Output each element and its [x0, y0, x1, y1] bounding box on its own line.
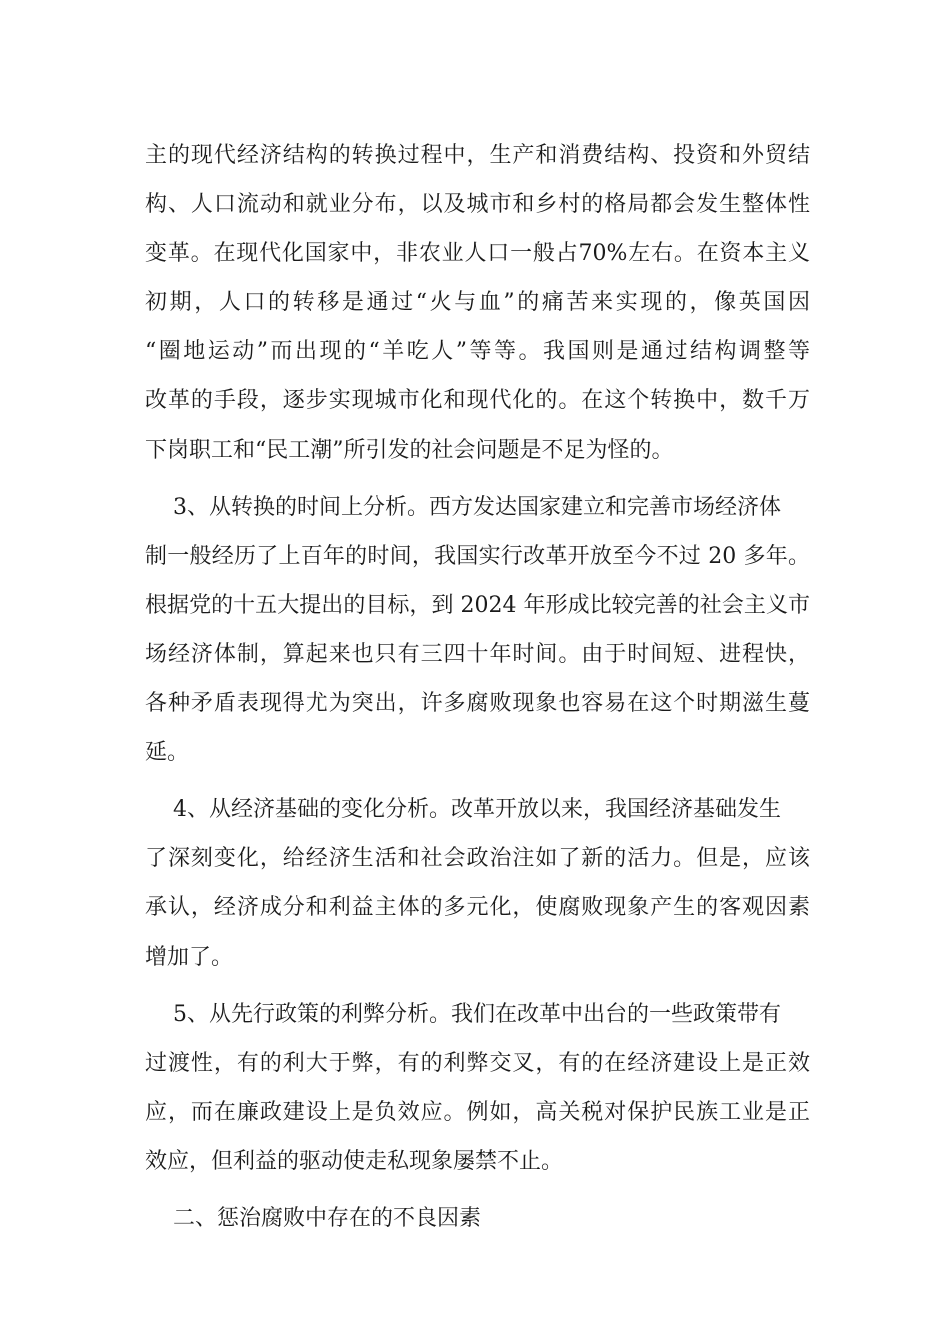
- text-line: 初期，人口的转移是通过“火与血”的痛苦来实现的，像英国因: [145, 290, 810, 316]
- paragraph-4: [145, 990, 810, 1186]
- text-line: 了深刻变化，给经济生活和社会政治注如了新的活力。但是，应该: [145, 846, 810, 872]
- text-line: 构、人口流动和就业分布，以及城市和乡村的格局都会发生整体性: [145, 192, 810, 218]
- text-line: 场经济体制，算起来也只有三四十年时间。由于时间短、进程快，: [145, 641, 810, 667]
- text-line: 效应，但利益的驱动使走私现象屡禁不止。: [145, 1148, 564, 1174]
- body-text: [145, 131, 810, 1243]
- paragraph-1: [145, 131, 810, 475]
- paragraph-3: [145, 785, 810, 981]
- text-line: 增加了。: [145, 944, 234, 970]
- text-line: 变革。在现代化国家中，非农业人口一般占70%左右。在资本主义: [145, 241, 810, 267]
- section-heading: [145, 1194, 810, 1243]
- heading-line: 二、惩治腐败中存在的不良因素: [145, 1205, 481, 1231]
- text-line: 改革的手段，逐步实现城市化和现代化的。在这个转换中，数千万: [145, 388, 810, 414]
- text-line: 3、从转换的时间上分析。西方发达国家建立和完善市场经济体: [145, 494, 781, 520]
- text-line: 4、从经济基础的变化分析。改革开放以来，我国经济基础发生: [145, 797, 781, 823]
- text-line: 应，而在廉政建设上是负效应。例如，高关税对保护民族工业是正: [145, 1099, 810, 1125]
- text-line: “圈地运动”而出现的“羊吃人”等等。我国则是通过结构调整等: [145, 339, 810, 365]
- text-line: 5、从先行政策的利弊分析。我们在改革中出台的一些政策带有: [145, 1001, 781, 1027]
- text-line: 根据党的十五大提出的目标，到 2024 年形成比较完善的社会主义市: [145, 592, 810, 618]
- text-line: 下岗职工和“民工潮”所引发的社会问题是不足为怪的。: [145, 437, 674, 463]
- text-line: 制一般经历了上百年的时间，我国实行改革开放至今不过 20 多年。: [145, 543, 810, 569]
- text-line: 承认，经济成分和利益主体的多元化，使腐败现象产生的客观因素: [145, 895, 810, 921]
- text-line: 各种矛盾表现得尤为突出，许多腐败现象也容易在这个时期滋生蔓: [145, 691, 810, 717]
- text-line: 主的现代经济结构的转换过程中，生产和消费结构、投资和外贸结: [145, 143, 810, 168]
- paragraph-2: [145, 483, 810, 778]
- text-line: 延。: [145, 740, 190, 766]
- text-line: 过渡性，有的利大于弊，有的利弊交叉，有的在经济建设上是正效: [145, 1050, 810, 1076]
